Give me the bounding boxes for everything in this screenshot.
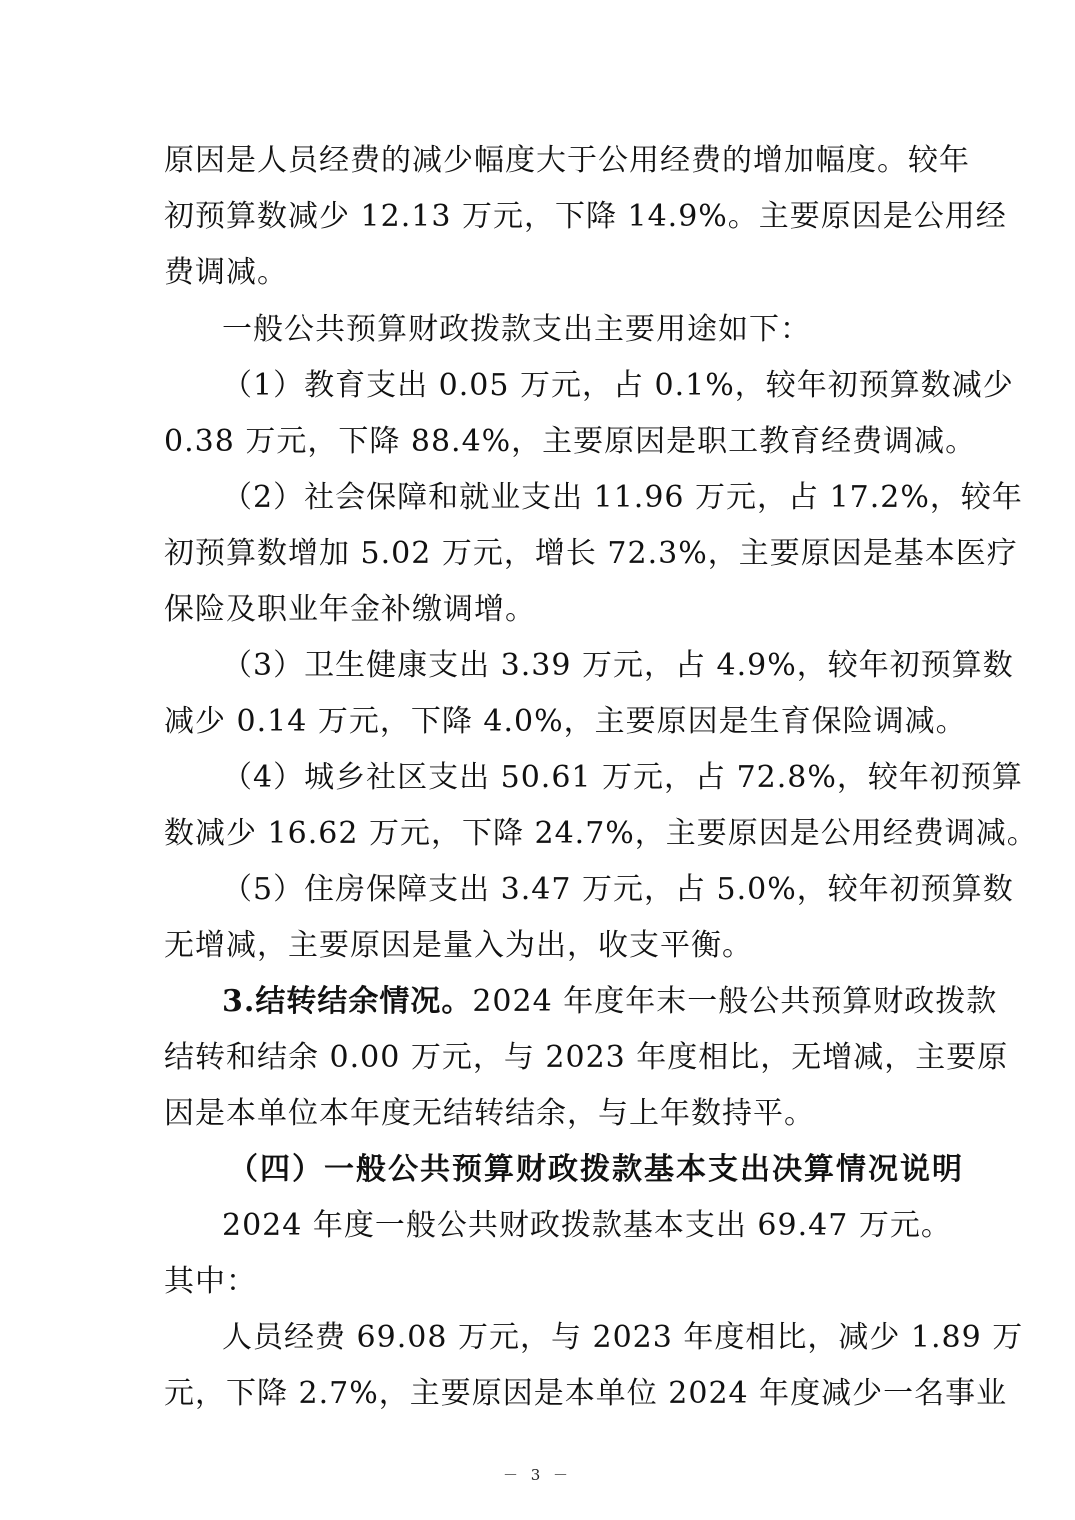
carryover-line xyxy=(222,982,998,1022)
paragraph-line: （4）城乡社区支出 50.61 万元，占 72.8%，较年初预算 xyxy=(222,760,1023,795)
paragraph-line: 减少 0.14 万元，下降 4.0%，主要原因是生育保险调减。 xyxy=(164,704,967,739)
paragraph-line: 因是本单位本年度无结转结余，与上年数持平。 xyxy=(164,1096,815,1131)
paragraph-line: 0.38 万元，下降 88.4%，主要原因是职工教育经费调减。 xyxy=(164,424,977,459)
paragraph-line: 初预算数增加 5.02 万元，增长 72.3%，主要原因是基本医疗 xyxy=(164,536,1018,571)
section-heading: （四）一般公共预算财政拨款基本支出决算情况说明 xyxy=(228,1152,964,1187)
page-number: － 3 － xyxy=(502,1466,573,1484)
paragraph-line: 保险及职业年金补缴调增。 xyxy=(164,592,536,627)
carryover-text: 2024 年度年末一般公共预算财政拨款 xyxy=(472,984,998,1019)
paragraph-line: 其中： xyxy=(164,1264,257,1299)
paragraph-line: 结转和结余 0.00 万元，与 2023 年度相比，无增减，主要原 xyxy=(164,1040,1009,1075)
paragraph-line: 数减少 16.62 万元，下降 24.7%，主要原因是公用经费调减。 xyxy=(164,816,1038,851)
paragraph-line: （5）住房保障支出 3.47 万元，占 5.0%，较年初预算数 xyxy=(222,872,1014,907)
paragraph-line: 元，下降 2.7%，主要原因是本单位 2024 年度减少一名事业 xyxy=(164,1376,1008,1411)
paragraph-line: 一般公共预算财政拨款支出主要用途如下： xyxy=(222,312,811,347)
paragraph-line: （3）卫生健康支出 3.39 万元，占 4.9%，较年初预算数 xyxy=(222,648,1014,683)
paragraph-line: （2）社会保障和就业支出 11.96 万元，占 17.2%，较年 xyxy=(222,480,1023,515)
paragraph-line: 人员经费 69.08 万元，与 2023 年度相比，减少 1.89 万 xyxy=(222,1320,1024,1355)
paragraph-line: 原因是人员经费的减少幅度大于公用经费的增加幅度。较年 xyxy=(164,143,970,178)
paragraph-line: 无增减，主要原因是量入为出，收支平衡。 xyxy=(164,928,753,963)
carryover-heading: 3.结转结余情况。 xyxy=(222,984,473,1019)
paragraph-line: 费调减。 xyxy=(164,255,288,290)
paragraph-line: 初预算数减少 12.13 万元，下降 14.9%。主要原因是公用经 xyxy=(164,199,1007,234)
paragraph-line: （1）教育支出 0.05 万元，占 0.1%，较年初预算数减少 xyxy=(222,368,1014,403)
paragraph-line: 2024 年度一般公共财政拨款基本支出 69.47 万元。 xyxy=(222,1208,952,1243)
